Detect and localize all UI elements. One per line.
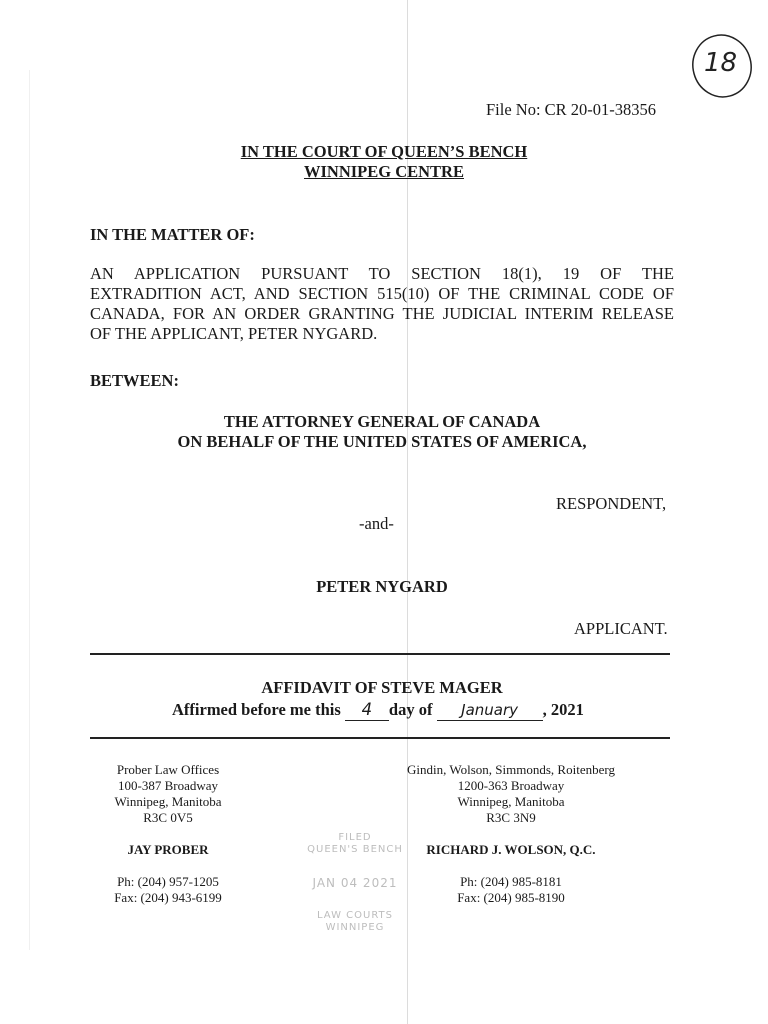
left-firm: Prober Law Offices [116,762,220,777]
right-city: Winnipeg, Manitoba [457,794,565,809]
stamp-line: WINNIPEG [325,922,385,933]
matter-heading: IN THE MATTER OF: [90,225,255,244]
left-postal: R3C 0V5 [143,810,193,825]
right-address: 1200-363 Broadway [457,778,565,793]
affirmed-line [172,700,584,721]
left-address: 100-387 Broadway [117,778,218,793]
affirmed-prefix: Affirmed before me this [172,700,341,719]
between-heading: BETWEEN: [90,371,179,390]
respondent-party-line1: THE ATTORNEY GENERAL OF CANADA [223,412,541,431]
divider-bottom [90,737,670,739]
application-line: EXTRADITION ACT, AND SECTION 515(10) OF THE CRIMINAL CODE OF [90,284,674,303]
year: , 2021 [542,700,584,719]
right-lawyer: RICHARD J. WOLSON, Q.C. [426,842,596,857]
day-of-label: day of [388,700,433,719]
filed-stamp [290,832,420,934]
right-firm: Gindin, Wolson, Simmonds, Roitenberg [407,762,615,777]
application-paragraph [90,264,674,344]
application-line: CANADA, FOR AN ORDER GRANTING THE JUDICIAL INTERIM RELEASE [90,304,674,323]
right-fax: Fax: (204) 985-8190 [457,890,565,905]
stamp-line: FILED [338,832,372,843]
file-number: File No: CR 20-01-38356 [486,100,657,119]
and-separator: -and- [359,514,394,533]
left-city: Winnipeg, Manitoba [114,794,222,809]
stamp-line: LAW COURTS [316,910,393,921]
court-centre: WINNIPEG CENTRE [304,162,464,181]
affidavit-title: AFFIDAVIT OF STEVE MAGER [261,678,503,697]
month-handwritten: January [437,700,543,721]
page-edge-line [29,70,30,950]
court-name: IN THE COURT OF QUEEN’S BENCH [240,142,528,161]
application-line: OF THE APPLICANT, PETER NYGARD. [90,324,378,343]
stamp-date: JAN 04 2021 [312,876,398,890]
left-counsel-block [100,762,280,826]
applicant-party: PETER NYGARD [316,577,448,596]
left-fax: Fax: (204) 943-6199 [114,890,222,905]
right-postal: R3C 3N9 [486,810,536,825]
divider-top [90,653,670,655]
left-phone: Ph: (204) 957-1205 [117,874,219,889]
right-phone: Ph: (204) 985-8181 [460,874,562,889]
applicant-label: APPLICANT. [574,619,668,638]
left-lawyer: JAY PROBER [127,842,209,857]
respondent-label: RESPONDENT, [556,494,667,513]
right-counsel-block [395,762,627,826]
respondent-party-line2: ON BEHALF OF THE UNITED STATES OF AMERICA, [177,432,587,451]
day-handwritten: 4 [345,700,389,721]
stamp-line: QUEEN'S BENCH [307,844,403,855]
page-number: 18 [704,48,738,78]
application-line: AN APPLICATION PURSUANT TO SECTION 18(1), 19 OF THE [90,264,674,283]
